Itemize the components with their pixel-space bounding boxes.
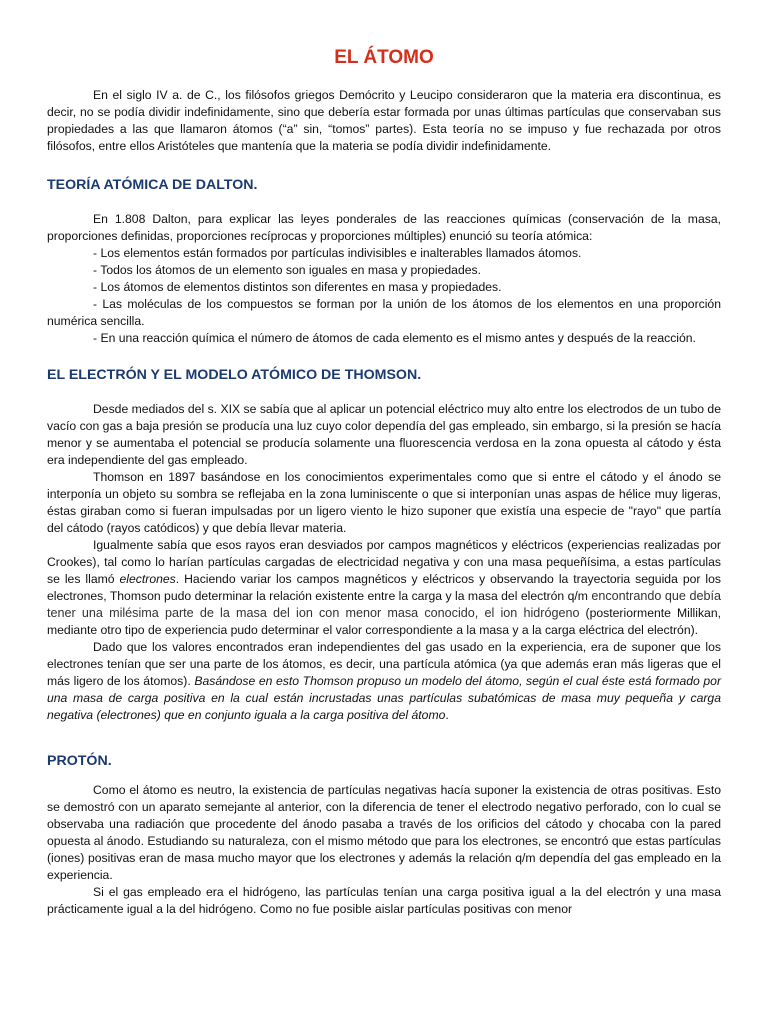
dalton-item: - Las moléculas de los compuestos se forman por la unión de los átomos de los elementos en una proporción numérica sencilla. — [47, 297, 721, 328]
thomson-p3-text: . Haciendo variar los campos magnéticos y eléctricos y observando la trayectoria seguida por los electrones, Thomson pudo determinar la relación existente entre la carga y la masa del electrón q/m — [47, 572, 721, 603]
thomson-paragraph-2: Thomson en 1897 basándose en los conocimientos experimentales como que si entre el cátodo y el ánodo se interponía un objeto su sombra se reflejaba en la zona luminiscente o que si interponían unas aspas de hélice muy ligeras, éstas giraban como si fueran impulsadas por un ligero viento le hizo suponer que existía una especie de "rayo" que partía del cátodo (rayos catódicos) y que debía llevar materia. — [47, 470, 721, 535]
dalton-item: - Todos los átomos de un elemento son iguales en masa y propiedades. — [93, 263, 481, 277]
dalton-item: - Los átomos de elementos distintos son diferentes en masa y propiedades. — [93, 280, 502, 294]
dalton-item: - Los elementos están formados por partículas indivisibles e inalterables llamados átomos. — [93, 246, 582, 260]
thomson-model-statement: Basándose en esto Thomson propuso un modelo del átomo, según el cual éste está formado por una masa de carga positiva en la cual están incrustadas unas partículas subatómicas de masa muy pequeña y carga negativa (electrones) que en conjunto iguala a la carga positiva del átomo — [47, 674, 722, 722]
thomson-p4-text: . — [445, 708, 449, 722]
thomson-p3-inserted-text: encontrando que debía tener una milésima parte de la masa del ion con menor masa conocido, el ion hidrógeno — [47, 589, 721, 620]
page-title: EL ÁTOMO — [334, 47, 434, 68]
thomson-paragraph-3 — [47, 537, 721, 639]
proton-heading: PROTÓN. — [47, 753, 112, 769]
proton-paragraph-2: Si el gas empleado era el hidrógeno, las partículas tenían una carga positiva igual a la del electrón y una masa prácticamente igual a la del hidrógeno. Como no fue posible aislar partículas positivas con menor — [47, 885, 721, 916]
dalton-item: - En una reacción química el número de átomos de cada elemento es el mismo antes y después de la reacción. — [93, 331, 696, 345]
intro-paragraph: En el siglo IV a. de C., los filósofos griegos Demócrito y Leucipo consideraron que la materia era discontinua, es decir, no se podía dividir indefinidamente, sino que debería estar formada por unas últimas partículas que conservaban sus propiedades a las que llamaron átomos (“a” sin, “tomos” partes). Esta teoría no se impuso y fue rechazada por otros filósofos, entre ellos Aristóteles que mantenía que la materia se podía dividir indefinidamente. — [47, 88, 721, 153]
thomson-p3-text: (posteriormente Millikan, mediante otro tipo de experiencia pudo determinar el valor correspondiente a la masa y a la carga eléctrica del electrón). — [47, 606, 722, 637]
electrones-term: electrones — [119, 572, 176, 586]
dalton-paragraph: En 1.808 Dalton, para explicar las leyes ponderales de las reacciones químicas (conservación de la masa, proporciones definidas, proporciones recíprocas y proporciones múltiples) enunció su teoría atómica: — [47, 212, 721, 243]
thomson-p4-text: Dado que los valores encontrados eran independientes del gas usado en la experiencia, era de suponer que los electrones tenían que ser una parte de los átomos, es decir, una partícula atómica (ya que además eran más ligeras que el más ligero de los átomos). — [47, 640, 721, 688]
thomson-paragraph-4 — [47, 639, 721, 724]
thomson-paragraph-1: Desde mediados del s. XIX se sabía que al aplicar un potencial eléctrico muy alto entre los electrodos de un tubo de vacío con gas a baja presión se producía una luz cuyo color dependía del gas empleado, sin embargo, si la presión se hacía menor y se aumentaba el potencial se producía solamente una fluorescencia verdosa en la zona opuesta al cátodo y ésta era independiente del gas empleado. — [47, 402, 721, 467]
proton-paragraph-1: Como el átomo es neutro, la existencia de partículas negativas hacía suponer la existencia de otras positivas. Esto se demostró con un aparato semejante al anterior, con la diferencia de tener el electrodo negativo perforado, con lo cual se observaba una radiación que procedente del ánodo pasaba a través de los orificios del cátodo y chocaba con la pared opuesta al ánodo. Estudiando su naturaleza, con el mismo método que para los electrones, se encontró que estas partículas (iones) positivas eran de masa mucho mayor que los electrones y además la relación q/m dependía del gas empleado en la experiencia. — [47, 783, 721, 882]
thomson-heading: EL ELECTRÓN Y EL MODELO ATÓMICO DE THOMSON. — [47, 367, 422, 383]
dalton-heading: TEORÍA ATÓMICA DE DALTON. — [47, 177, 258, 193]
thomson-p3-text: Igualmente sabía que esos rayos eran desviados por campos magnéticos y eléctricos (experiencias realizadas por Crookes), tal como lo harían partículas cargadas de electricidad negativa y con una masa pequeñísima, a estas partículas se les llamó — [47, 538, 721, 586]
